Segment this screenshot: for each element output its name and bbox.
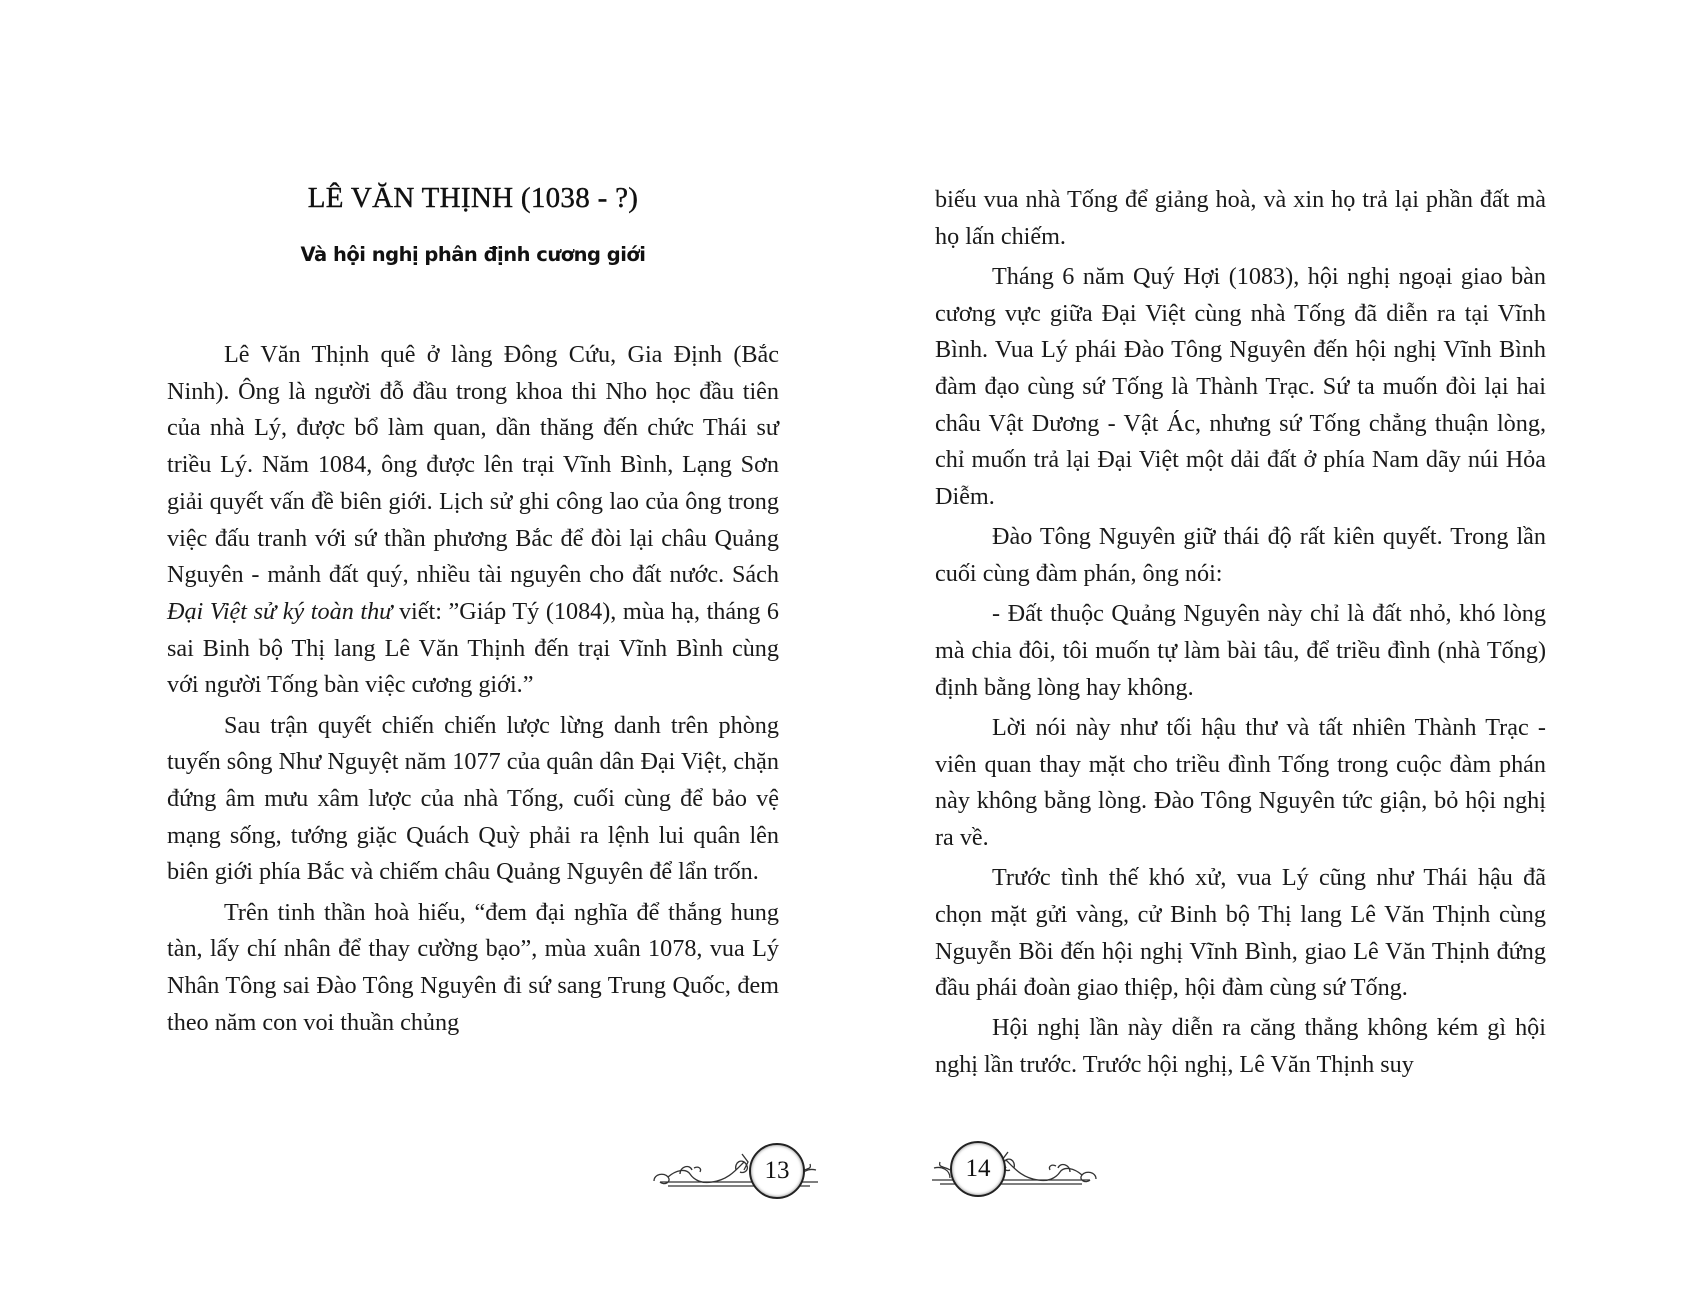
left-page-body — [167, 337, 779, 1045]
page-number-ornament — [650, 1140, 820, 1200]
paragraph: Hội nghị lần này diễn ra căng thẳng không kém gì hội nghị lần trước. Trước hội nghị, Lê Văn Thịnh suy — [935, 1014, 1546, 1079]
paragraph — [167, 337, 779, 704]
page-number-13: 13 — [749, 1143, 805, 1199]
paragraph: Lời nói này như tối hậu thư và tất nhiên Thành Trạc - viên quan thay mặt cho triều đình Tống trong cuộc đàm phán này không bằng lòng. Đào Tông Nguyên tức giận, bỏ hội nghị ra về. — [935, 713, 1546, 851]
chapter-title: LÊ VĂN THỊNH (1038 - ?) — [307, 182, 639, 214]
paragraph: Đào Tông Nguyên giữ thái độ rất kiên quyết. Trong lần cuối cùng đàm phán, ông nói: — [935, 523, 1546, 588]
paragraph: Trên tinh thần hoà hiếu, “đem đại nghĩa để thắng hung tàn, lấy chí nhân để thay cường bạo”, mùa xuân 1078, vua Lý Nhân Tông sai Đào Tông Nguyên đi sứ sang Trung Quốc, đem theo năm con voi thuần chủng — [167, 898, 779, 1036]
book-title: Đại Việt sử ký toàn thư — [167, 597, 393, 625]
chapter-subtitle: Và hội nghị phân định cương giới — [300, 243, 646, 266]
paragraph: Sau trận quyết chiến chiến lược lừng danh trên phòng tuyến sông Như Nguyệt năm 1077 của quân dân Đại Việt, chặn đứng âm mưu xâm lược của nhà Tống, cuối cùng để bảo vệ mạng sống, tướng giặc Quách Quỳ phải ra lệnh lui quân lên biên giới phía Bắc và chiếm châu Quảng Nguyên để lẩn trốn. — [167, 711, 779, 886]
right-page — [850, 0, 1700, 1311]
right-page-body — [935, 182, 1546, 1087]
paragraph-text: viết: ”Giáp Tý (1084), mùa hạ, tháng 6 sai Binh bộ Thị lang Lê Văn Thịnh đến trại Vĩnh Bình cùng với người Tống bàn việc cương giới.” — [167, 597, 779, 699]
page-number-ornament — [930, 1138, 1100, 1198]
paragraph: Tháng 6 năm Quý Hợi (1083), hội nghị ngoại giao bàn cương vực giữa Đại Việt cùng nhà Tống đã diễn ra tại Vĩnh Bình. Vua Lý phái Đào Tông Nguyên đến hội nghị Vĩnh Bình đàm đạo cùng sứ Tống là Thành Trạc. Sứ ta muốn đòi lại hai châu Vật Dương - Vật Ác, nhưng sứ Tống chẳng thuận lòng, chỉ muốn trả lại Đại Việt một dải đất ở phía Nam dãy núi Hỏa Diễm. — [935, 262, 1546, 511]
paragraph: - Đất thuộc Quảng Nguyên này chỉ là đất nhỏ, khó lòng mà chia đôi, tôi muốn tự làm bài tâu, để triều đình (nhà Tống) định bằng lòng hay không. — [935, 600, 1546, 701]
paragraph-text: Lê Văn Thịnh quê ở làng Đông Cứu, Gia Định (Bắc Ninh). Ông là người đỗ đầu trong khoa thi Nho học đầu tiên của nhà Lý, được bổ làm quan, dần thăng đến chức Thái sư triều Lý. Năm 1084, ông được lên trại Vĩnh Bình, Lạng Sơn giải quyết vấn đề biên giới. Lịch sử ghi công lao của ông trong việc đấu tranh với sứ thần phương Bắc để đòi lại châu Quảng Nguyên - mảnh đất quý, nhiều tài nguyên cho đất nước. Sách — [167, 341, 779, 589]
paragraph: Trước tình thế khó xử, vua Lý cũng như Thái hậu đã chọn mặt gửi vàng, cử Binh bộ Thị lang Lê Văn Thịnh cùng Nguyễn Bồi đến hội nghị Vĩnh Bình, giao Lê Văn Thịnh đứng đầu phái đoàn giao thiệp, hội đàm cùng sứ Tống. — [935, 864, 1546, 1002]
paragraph-continuation: biếu vua nhà Tống để giảng hoà, và xin họ trả lại phần đất mà họ lấn chiếm. — [935, 186, 1546, 250]
page-number-14: 14 — [950, 1141, 1006, 1197]
